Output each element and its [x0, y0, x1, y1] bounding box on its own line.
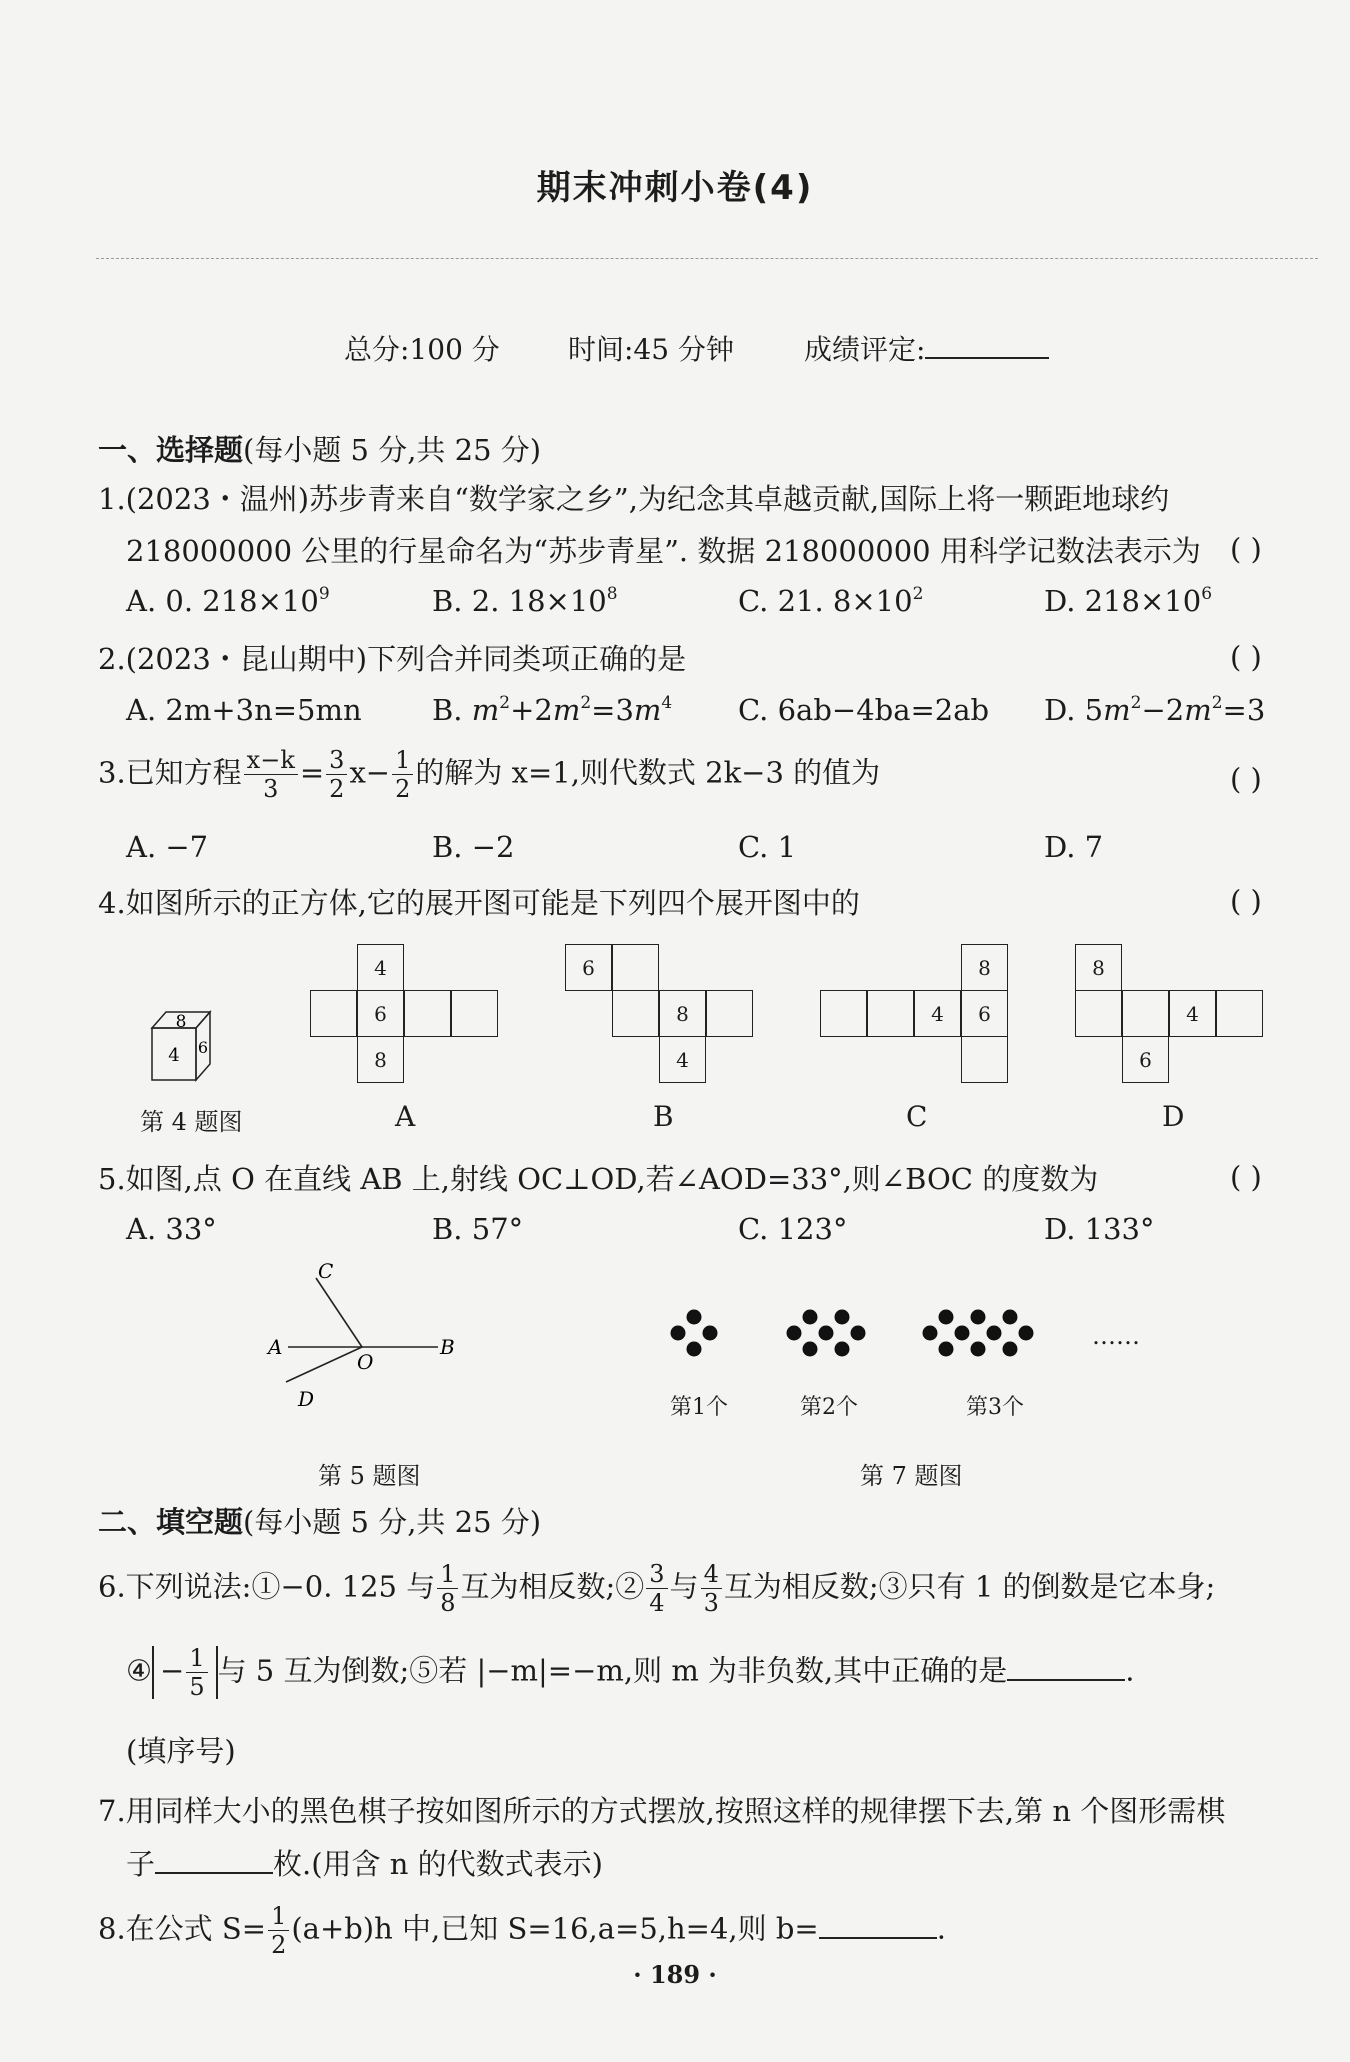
q3-frac-lhs: $\frac{x-k}{3}$ [244, 748, 298, 801]
q6-line1: 6.下列说法:①−0. 125 与 $\frac{1}{8}$ 互为相反数;② $\frac{3}{4}$ 与 $\frac{4}{3}$ 互为相反数;③只有 1 的倒数是它本身; [98, 1560, 1216, 1617]
pattern-ellipsis: …… [1092, 1322, 1140, 1350]
q5-option-b[interactable]: B. 57° [432, 1212, 524, 1246]
q5-figure-caption: 第 5 题图 [318, 1462, 421, 1490]
total-score: 总分:100 分 [344, 333, 500, 366]
cube-side-number: 6 [197, 1038, 209, 1057]
q8-line: 8.在公式 S= $\frac{1}{2}$ (a+b)h 中,已知 S=16,a=5,h=4,则 b= . [98, 1902, 946, 1959]
q5-option-c[interactable]: C. 123° [738, 1212, 848, 1246]
q1-line1: 1.(2023・温州)苏步青来自“数学家之乡”,为纪念其卓越贡献,国际上将一颗距地球约 [98, 482, 1170, 516]
q3-option-c[interactable]: C. 1 [738, 830, 797, 864]
q4-net-d-label: D [1162, 1100, 1185, 1133]
q4-net-b-label: B [653, 1100, 674, 1133]
pattern-2 [787, 1310, 866, 1357]
time-limit: 时间:45 分钟 [568, 333, 734, 366]
q8-answer-blank[interactable] [819, 1909, 937, 1939]
q1-option-a[interactable]: A. 0. $218\times 10^9$ [126, 584, 330, 618]
section-choice-heading [98, 428, 541, 469]
page-title: 期末冲刺小卷(4) [536, 168, 814, 208]
point-b-label: B [440, 1335, 455, 1359]
section-choice-note: (每小题 5 分,共 25 分) [243, 433, 542, 467]
q1-answer-paren[interactable]: ( ) [1230, 532, 1262, 566]
q4-figure-caption: 第 4 题图 [140, 1108, 243, 1136]
section-fill-note: (每小题 5 分,共 25 分) [243, 1505, 542, 1539]
pattern-1 [671, 1310, 718, 1357]
q4-answer-paren[interactable]: ( ) [1230, 884, 1262, 918]
q4-stem: 4.如图所示的正方体,它的展开图可能是下列四个展开图中的 [98, 886, 860, 920]
pattern-2-label: 第2个 [800, 1395, 858, 1420]
q7-dot-pattern-figure [650, 1300, 1150, 1380]
q5-option-a[interactable]: A. 33° [126, 1212, 217, 1246]
q7-figure-caption: 第 7 题图 [860, 1462, 963, 1490]
q1-option-c[interactable]: C. 21. $8\times 10^2$ [738, 584, 924, 618]
pattern-1-label: 第1个 [670, 1395, 728, 1420]
q4-cube-figure [148, 1004, 222, 1084]
q3-answer-paren[interactable]: ( ) [1230, 762, 1262, 796]
q6-answer-blank[interactable] [1007, 1651, 1125, 1681]
q4-net-a-label: A [395, 1100, 416, 1133]
point-c-label: C [318, 1259, 334, 1283]
q4-net-c-label: C [906, 1100, 928, 1133]
q2-option-d[interactable]: D. $5m^2-2m^2=3$ [1044, 693, 1266, 727]
cube-front-number: 4 [168, 1045, 180, 1066]
q3-frac-half: $\frac{1}{2}$ [392, 748, 413, 801]
q3-stem: 3.已知方程 $\frac{x-k}{3}$ = $\frac{3}{2}$ x− $\frac{1}{2}$ 的解为 x=1,则代数式 2k−3 的值为 [98, 746, 881, 803]
pattern-3-label: 第3个 [966, 1395, 1024, 1420]
grade-blank[interactable] [925, 329, 1049, 359]
q1-line2: 218000000 公里的行星命名为“苏步青星”. 数据 218000000 用科学记数法表示为 [126, 534, 1201, 568]
q4-net-d[interactable]: 8 4 6 [1075, 944, 1265, 1084]
q5-option-d[interactable]: D. 133° [1044, 1212, 1155, 1246]
q3-option-b[interactable]: B. −2 [432, 830, 515, 864]
pattern-3 [923, 1310, 1034, 1357]
q4-net-b[interactable]: 6 8 4 [565, 944, 755, 1084]
q6-line2: ④ − $\frac{1}{5}$ 与 5 互为倒数;⑤若 |−m|=−m,则 m 为非负数,其中正确的是 . [126, 1644, 1135, 1701]
q3-frac-three-halves: $\frac{3}{2}$ [326, 748, 347, 801]
q5-angle-figure [262, 1258, 472, 1418]
q5-stem: 5.如图,点 O 在直线 AB 上,射线 OC⊥OD,若∠AOD=33°,则∠BOC 的度数为 [98, 1162, 1099, 1196]
q2-option-a[interactable]: A. 2m+3n=5mn [126, 693, 362, 727]
q5-answer-paren[interactable]: ( ) [1230, 1160, 1262, 1194]
q7-line2: 子 枚.(用含 n 的代数式表示) [126, 1844, 603, 1883]
q4-net-c[interactable]: 8 4 6 [820, 944, 1010, 1084]
point-o-label: O [357, 1350, 374, 1374]
q3-option-a[interactable]: A. −7 [126, 830, 209, 864]
q7-line1: 7.用同样大小的黑色棋子按如图所示的方式摆放,按照这样的规律摆下去,第 n 个图形需棋 [98, 1794, 1226, 1828]
section-fill-heading [98, 1500, 541, 1541]
q2-answer-paren[interactable]: ( ) [1230, 640, 1262, 674]
point-d-label: D [298, 1387, 315, 1411]
section-fill-name: 二、填空题 [98, 1505, 244, 1539]
q1-option-d[interactable]: D. $218\times 10^6$ [1044, 584, 1213, 618]
section-choice-name: 一、选择题 [98, 433, 244, 467]
cube-top-number: 8 [175, 1012, 187, 1032]
grade-field [804, 328, 1049, 368]
q1-option-b[interactable]: B. 2. $18\times 10^8$ [432, 584, 618, 618]
q7-answer-blank[interactable] [155, 1844, 273, 1874]
page-number: · 189 · [633, 1960, 717, 1989]
q2-option-b[interactable]: B. $m^2+2m^2=3m^4$ [432, 693, 673, 727]
grade-label: 成绩评定: [804, 333, 926, 366]
q2-option-c[interactable]: C. 6ab−4ba=2ab [738, 693, 990, 727]
q3-option-d[interactable]: D. 7 [1044, 830, 1104, 864]
q4-net-a[interactable]: 4 6 8 [310, 944, 500, 1084]
title-divider [96, 258, 1318, 259]
q2-stem: 2.(2023・昆山期中)下列合并同类项正确的是 [98, 642, 687, 676]
point-a-label: A [268, 1335, 283, 1359]
q6-line3: (填序号) [126, 1734, 236, 1768]
